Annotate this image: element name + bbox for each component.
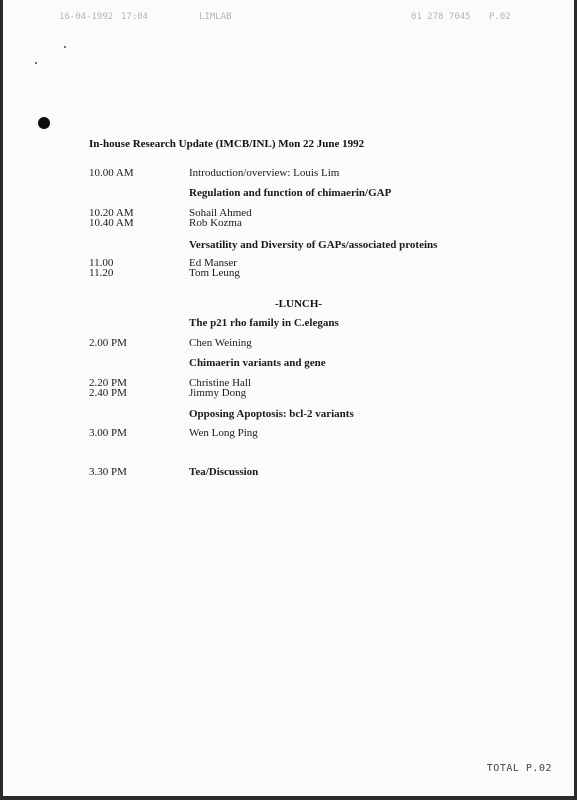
- document-title: In-house Research Update (IMCB/INL) Mon 22 June 1992: [89, 138, 365, 150]
- schedule-entry: Tom Leung: [189, 267, 240, 279]
- schedule-entry: Ed Manser: [189, 257, 237, 269]
- schedule-time: 10.20 AM: [89, 207, 134, 219]
- schedule-entry: Chen Weining: [189, 337, 252, 349]
- session-heading: Opposing Apoptosis: bcl-2 variants: [189, 408, 354, 420]
- fax-page: [3, 0, 574, 796]
- fax-header: [59, 12, 514, 24]
- fax-page-number: P.02: [489, 12, 511, 22]
- session-heading: Chimaerin variants and gene: [189, 357, 326, 369]
- schedule-entry: Tea/Discussion: [189, 466, 259, 478]
- schedule-time: 10.40 AM: [89, 217, 134, 229]
- schedule-entry: Rob Kozma: [189, 217, 242, 229]
- schedule-time: 10.00 AM: [89, 167, 134, 179]
- schedule-time: 11.00: [89, 257, 114, 269]
- fax-sender: LIMLAB: [199, 12, 232, 22]
- session-heading: Regulation and function of chimaerin/GAP: [189, 187, 392, 199]
- punch-hole: [38, 117, 50, 129]
- schedule-entry: Christine Hall: [189, 377, 252, 389]
- fax-phone: 01 278 7045: [411, 12, 471, 22]
- schedule-entry: Jimmy Dong: [189, 387, 247, 399]
- paper-speck: [64, 46, 66, 48]
- session-heading: Versatility and Diversity of GAPs/associated proteins: [189, 239, 438, 251]
- schedule-time: 3.30 PM: [89, 466, 127, 478]
- fax-time: 17:04: [121, 12, 149, 22]
- fax-total-pages: TOTAL P.02: [486, 763, 552, 774]
- session-heading: The p21 rho family in C.elegans: [189, 317, 339, 329]
- schedule-time: 11.20: [89, 267, 114, 279]
- schedule-time: 3.00 PM: [89, 427, 127, 439]
- schedule-entry: Sohail Ahmed: [189, 207, 252, 219]
- schedule-time: 2.40 PM: [89, 387, 127, 399]
- fax-date: 16-04-1992: [59, 12, 114, 22]
- lunch-break: -LUNCH-: [275, 298, 323, 310]
- paper-speck: [35, 62, 37, 64]
- schedule-entry: Introduction/overview: Louis Lim: [189, 167, 340, 179]
- schedule-entry: Wen Long Ping: [189, 427, 258, 439]
- schedule-time: 2.00 PM: [89, 337, 127, 349]
- schedule-time: 2.20 PM: [89, 377, 127, 389]
